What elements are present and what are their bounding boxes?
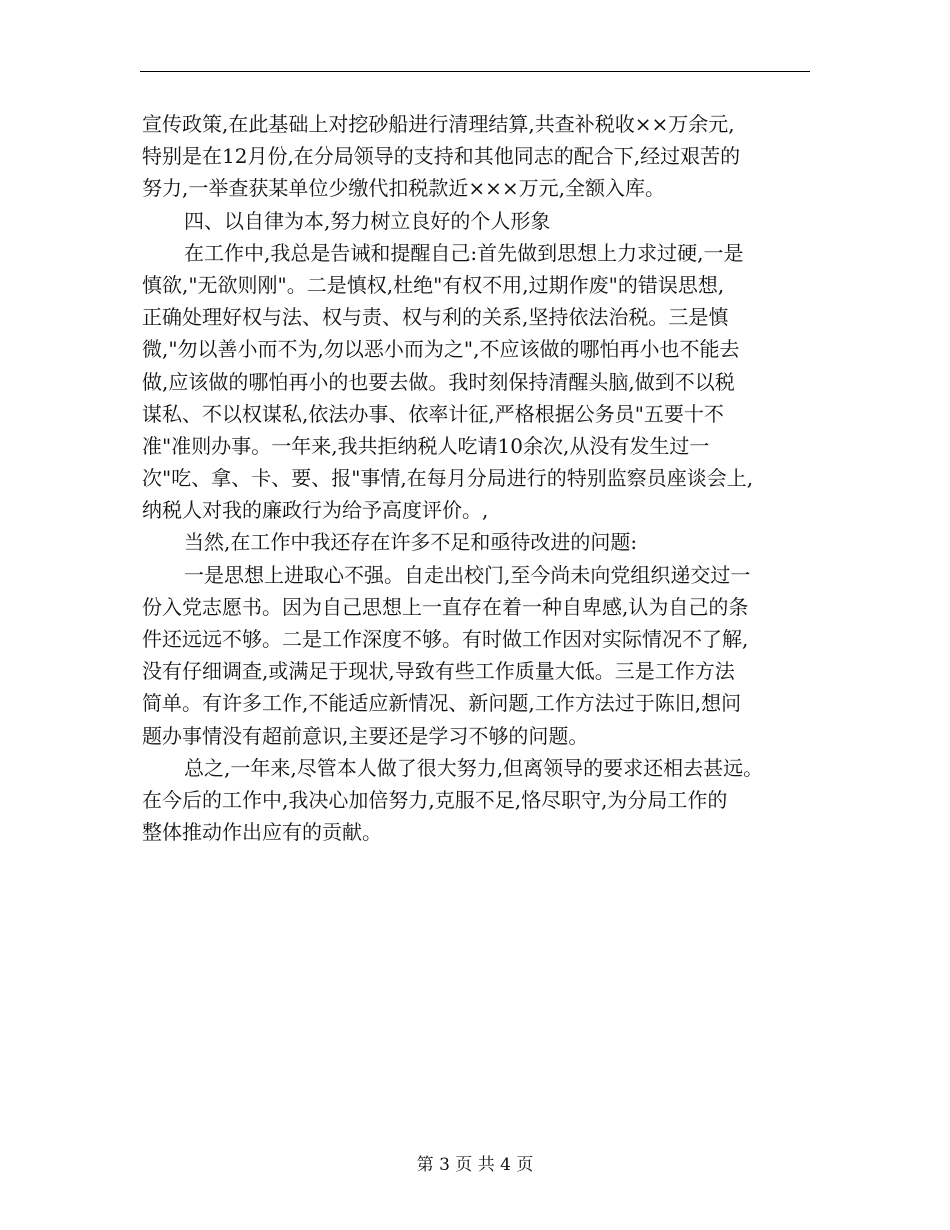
text-line: 在工作中,我总是告诫和提醒自己:首先做到思想上力求过硬,一是 [184,240,744,265]
text-line: 当然,在工作中我还存在许多不足和亟待改进的问题: [184,530,638,555]
text-line: 一是思想上进取心不强。自走出校门,至今尚未向党组织递交过一 [184,562,751,587]
text-line: 整体推动作出应有的贡献。 [142,820,382,845]
text-line: 在今后的工作中,我决心加倍努力,克服不足,恪尽职守,为分局工作的 [142,787,728,812]
text-line: 次"吃、拿、卡、要、报"事情,在每月分局进行的特别监察员座谈会上, [142,466,754,491]
text-line: 份入党志愿书。因为自己思想上一直存在着一种自卑感,认为自己的条 [142,594,749,619]
text-line: 没有仔细调查,或满足于现状,导致有些工作质量大低。三是工作方法 [142,659,735,684]
text-line: 正确处理好权与法、权与责、权与利的关系,坚持依法治税。三是慎 [142,305,729,330]
text-line: 准"准则办事。一年来,我共拒纳税人吃请10余次,从没有发生过一 [142,433,710,458]
body-text [142,108,812,848]
text-line: 做,应该做的哪怕再小的也要去做。我时刻保持清醒头脑,做到不以税 [142,369,735,394]
text-line: 纳税人对我的廉政行为给予高度评价。, [142,498,489,523]
page-number-footer: 第 3 页 共 4 页 [416,1155,534,1175]
text-line: 谋私、不以权谋私,依法办事、依率计征,严格根据公务员"五要十不 [142,401,724,426]
text-line: 简单。有许多工作,不能适应新情况、新问题,工作方法过于陈旧,想问 [142,691,742,716]
text-line: 总之,一年来,尽管本人做了很大努力,但离领导的要求还相去甚远。 [184,755,764,780]
text-line: 四、以自律为本,努力树立良好的个人形象 [184,208,551,233]
text-line: 宣传政策,在此基础上对挖砂船进行清理结算,共查补税收××万余元, [142,112,735,136]
text-line: 特别是在12月份,在分局领导的支持和其他同志的配合下,经过艰苦的 [142,144,741,169]
text-line: 题办事情没有超前意识,主要还是学习不够的问题。 [142,723,589,748]
text-line: 慎欲,"无欲则刚"。二是慎权,杜绝"有权不用,过期作废"的错误思想, [142,272,725,297]
header-rule [140,71,810,72]
text-line: 件还远远不够。二是工作深度不够。有时做工作因对实际情况不了解, [142,627,749,651]
text-line: 努力,一举查获某单位少缴代扣税款近×××万元,全额入库。 [142,176,665,201]
text-line: 微,"勿以善小而不为,勿以恶小而为之",不应该做的哪怕再小也不能去 [142,337,740,362]
